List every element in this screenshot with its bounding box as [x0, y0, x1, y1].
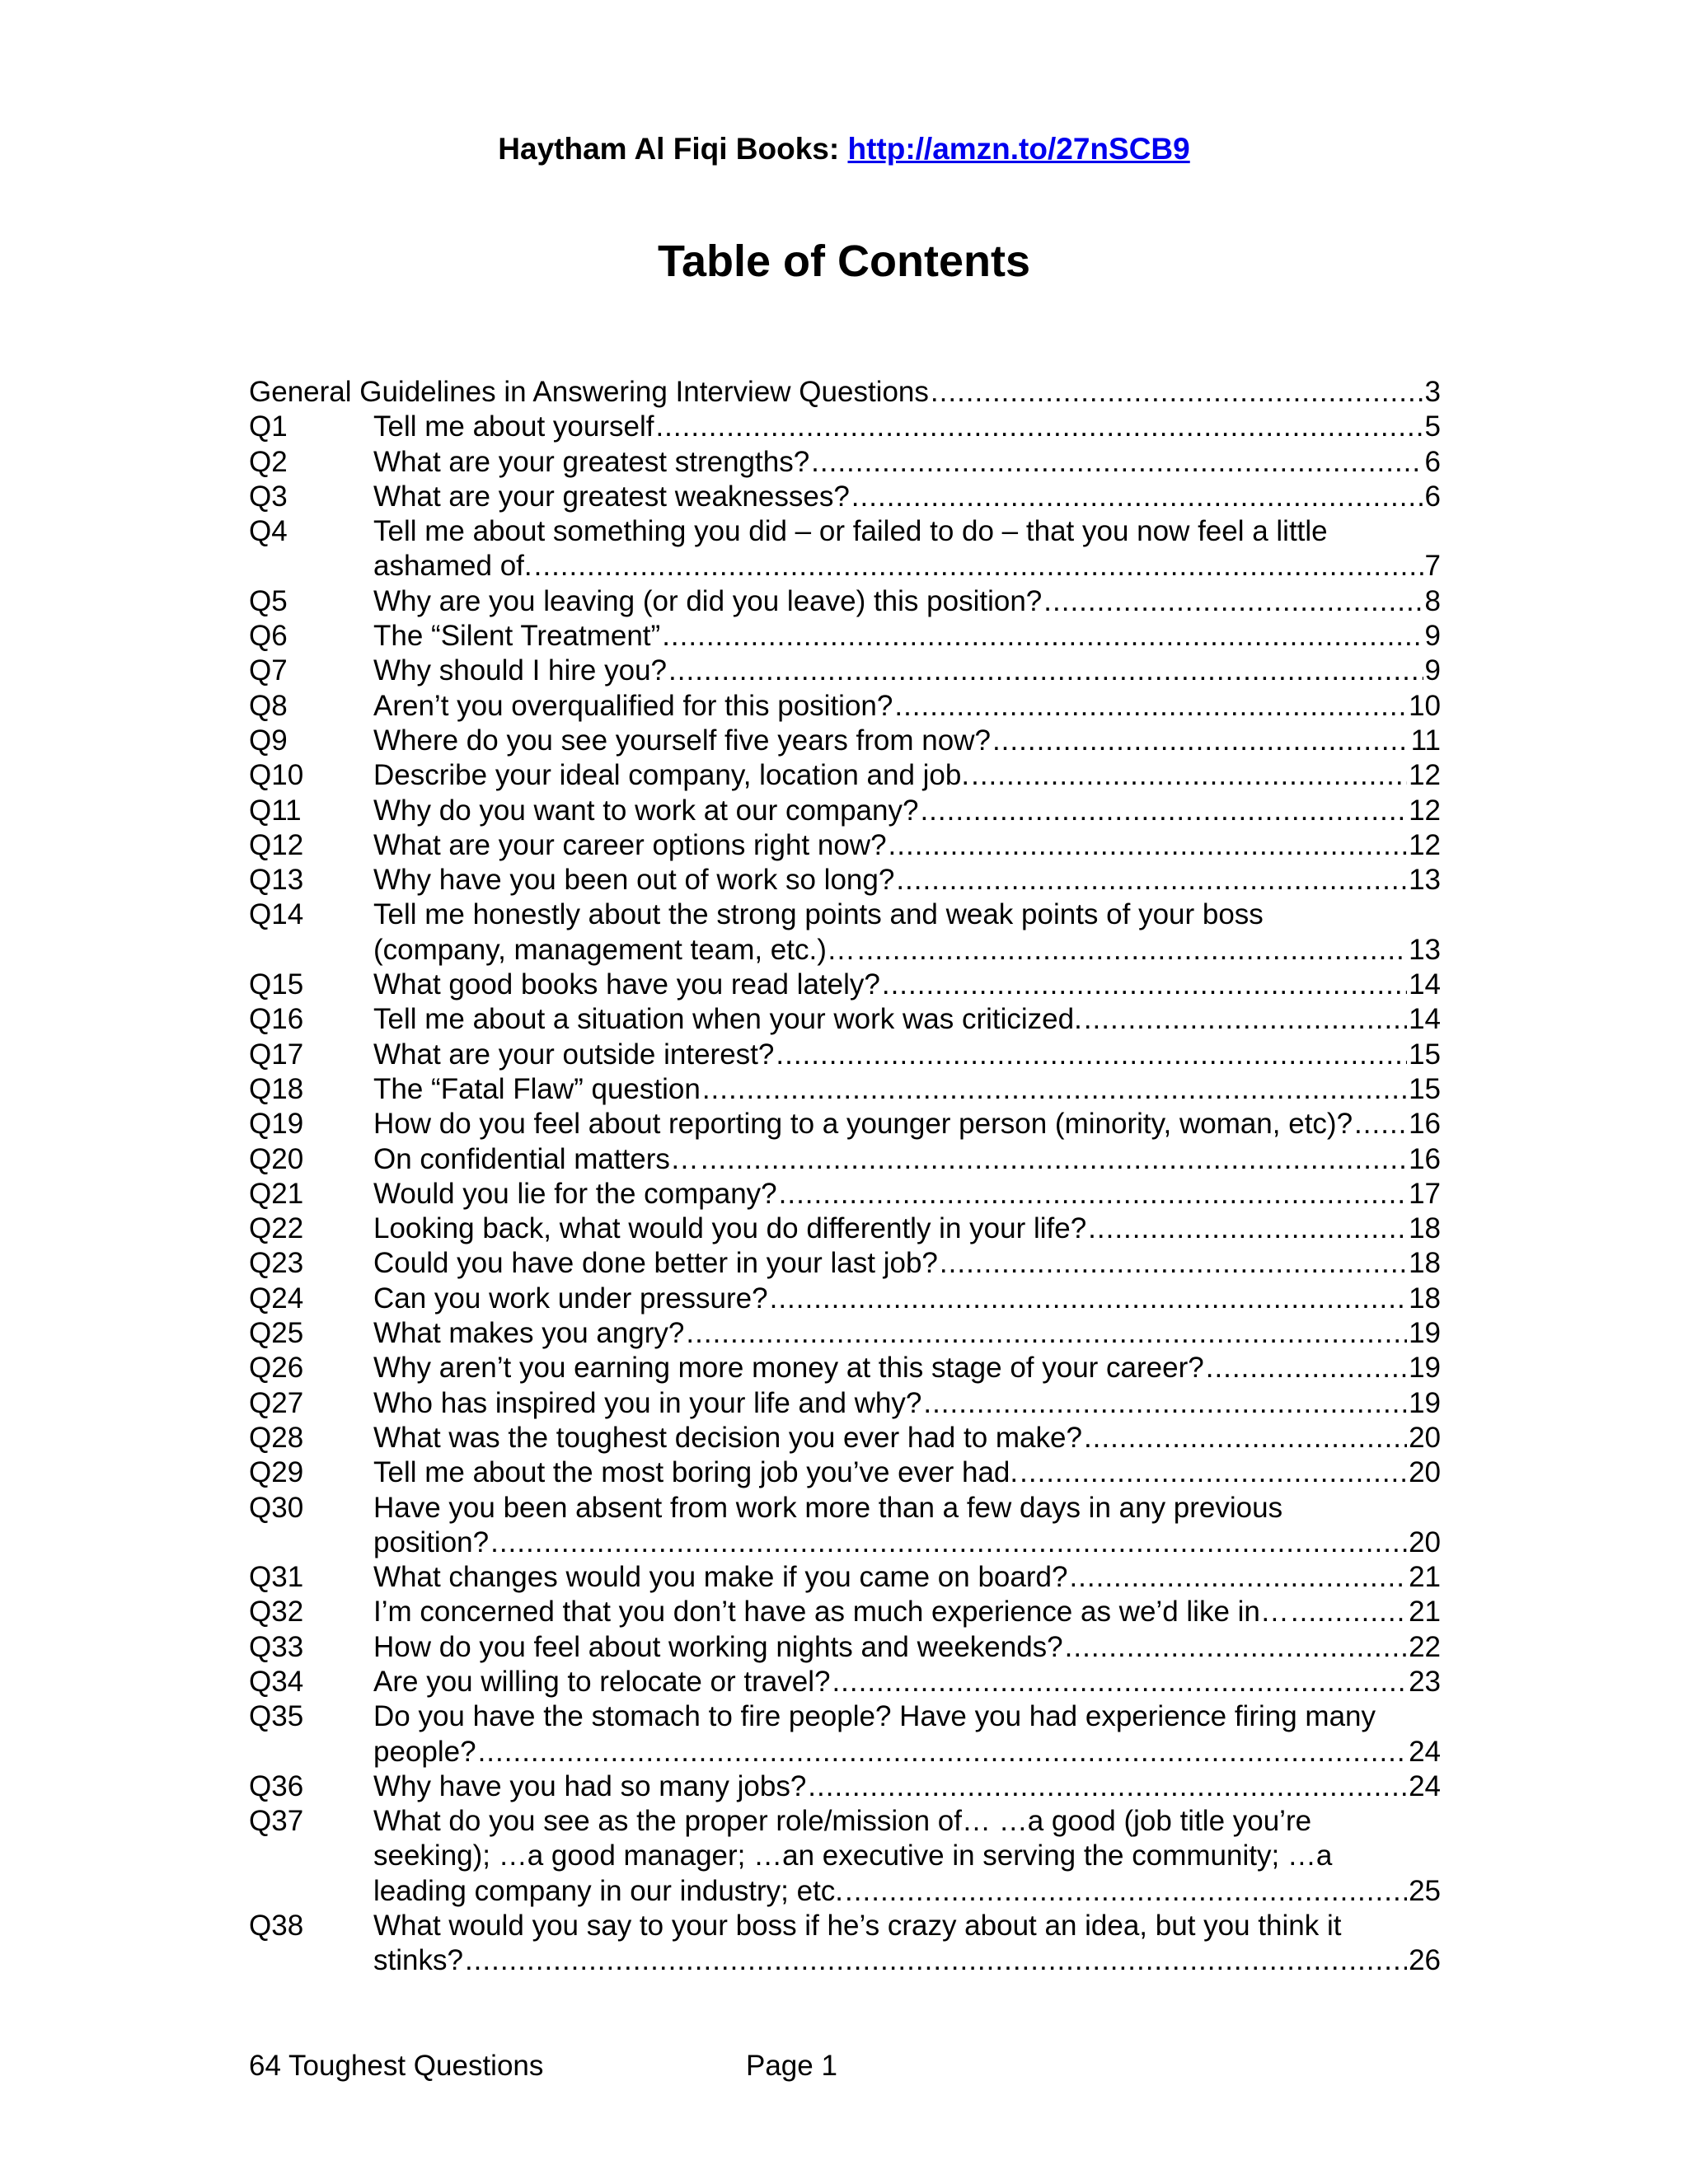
toc-question-number: Q26	[249, 1352, 304, 1385]
toc-entry[interactable]	[249, 863, 1441, 898]
toc-entry[interactable]	[249, 1386, 1441, 1421]
toc-question-number: Q9	[249, 724, 288, 757]
toc-question-number: Q12	[249, 828, 304, 861]
toc-entry-text: I’m concerned that you don’t have as much experience as we’d like in…	[373, 1596, 1289, 1629]
toc-entry-line	[373, 758, 1441, 793]
toc-dot-leader	[776, 1038, 1407, 1072]
toc-entry-text-lead: What would you say to your boss if he’s crazy about an idea, but you think it	[373, 1910, 1342, 1943]
page-header	[0, 130, 1688, 168]
toc-page-number: 20	[1409, 1526, 1441, 1558]
toc-page-number: 24	[1409, 1769, 1441, 1802]
toc-page-number: 19	[1409, 1386, 1441, 1419]
toc-page-number: 16	[1409, 1108, 1441, 1141]
toc-page-number: 18	[1409, 1247, 1441, 1280]
toc-dot-leader	[478, 1735, 1407, 1769]
toc-entry[interactable]	[249, 689, 1441, 724]
toc-dot-leader	[701, 1142, 1407, 1177]
toc-question-number: Q10	[249, 759, 304, 792]
toc-entry-text: Would you lie for the company?	[373, 1177, 777, 1210]
toc-entry[interactable]	[249, 1316, 1441, 1351]
toc-entry[interactable]	[249, 1909, 1441, 1979]
toc-entry-body	[373, 1177, 1441, 1212]
toc-entry-body	[373, 1909, 1441, 1979]
toc-dot-leader	[845, 1874, 1407, 1909]
toc-dot-leader	[971, 758, 1407, 793]
toc-entry[interactable]	[249, 898, 1441, 968]
toc-entry-body	[373, 1560, 1441, 1595]
toc-entry[interactable]	[249, 1212, 1441, 1246]
toc-question-number: Q1	[249, 410, 288, 443]
toc-page-number: 17	[1409, 1177, 1441, 1210]
toc-question-number: Q6	[249, 620, 288, 653]
toc-dot-leader	[779, 1177, 1407, 1212]
toc-entry-line	[373, 724, 1441, 758]
toc-entry-body	[373, 1072, 1441, 1107]
toc-entry-line	[373, 968, 1441, 1002]
toc-question-number: Q32	[249, 1596, 304, 1629]
toc-entry-body	[373, 1421, 1441, 1455]
toc-dot-leader	[662, 619, 1423, 654]
toc-entry[interactable]	[249, 654, 1441, 688]
toc-dot-leader	[808, 1769, 1407, 1804]
toc-entry-text: The “Fatal Flaw” question	[373, 1072, 701, 1105]
toc-entry[interactable]	[249, 1491, 1441, 1561]
toc-page-number: 15	[1409, 1072, 1441, 1105]
toc-entry-body	[373, 968, 1441, 1002]
toc-entry[interactable]	[249, 1595, 1441, 1629]
toc-question-number: Q14	[249, 898, 304, 931]
toc-entry-body	[249, 375, 1441, 410]
toc-entry-body	[373, 898, 1441, 968]
toc-question-number: Q28	[249, 1421, 304, 1454]
toc-question-number: Q15	[249, 968, 304, 1001]
toc-entry-body	[373, 410, 1441, 444]
toc-question-number: Q35	[249, 1700, 304, 1733]
toc-dot-leader	[465, 1943, 1407, 1978]
toc-dot-leader	[655, 410, 1423, 444]
toc-entry-text: General Guidelines in Answering Interview Questions	[249, 376, 929, 408]
table-of-contents	[249, 375, 1441, 1979]
toc-entry-line	[373, 1735, 1441, 1769]
toc-dot-leader	[490, 1526, 1407, 1560]
toc-dot-leader	[851, 480, 1423, 514]
toc-entry-text-lead: Do you have the stomach to fire people? Have you had experience firing many	[373, 1700, 1376, 1733]
toc-entry-line	[373, 410, 1441, 444]
toc-dot-leader	[832, 1665, 1407, 1699]
toc-entry-line	[373, 1943, 1441, 1978]
toc-entry-body	[373, 794, 1441, 828]
toc-dot-leader	[686, 1316, 1407, 1351]
toc-entry-line	[373, 1002, 1441, 1037]
toc-entry-text: Are you willing to relocate or travel?	[373, 1665, 831, 1698]
toc-entry[interactable]	[249, 1630, 1441, 1665]
toc-question-number: Q4	[249, 515, 288, 548]
toc-dot-leader	[896, 863, 1407, 898]
toc-entry-line	[373, 1072, 1441, 1107]
toc-page-number: 14	[1409, 1003, 1441, 1036]
toc-entry[interactable]	[249, 1351, 1441, 1385]
toc-entry-text: On confidential matters…	[373, 1142, 699, 1175]
toc-entry-text: Could you have done better in your last job?	[373, 1247, 938, 1280]
toc-entry-line	[373, 1526, 1441, 1560]
toc-entry-body	[373, 1246, 1441, 1281]
toc-question-number: Q18	[249, 1072, 304, 1105]
toc-entry-body	[373, 1386, 1441, 1421]
toc-entry-body	[373, 863, 1441, 898]
toc-entry-body	[373, 584, 1441, 619]
toc-entry-line	[373, 1386, 1441, 1421]
toc-page-number: 13	[1409, 933, 1441, 966]
toc-entry-line	[373, 1630, 1441, 1665]
toc-dot-leader	[923, 1386, 1407, 1421]
toc-entry-text-lead: What do you see as the proper role/mission of… …a good (job title you’re seeking); …a good manager; …an executive in serving the community; …a	[373, 1805, 1333, 1872]
toc-entry-body	[373, 1769, 1441, 1804]
toc-page-number: 13	[1409, 864, 1441, 897]
toc-entry[interactable]	[249, 1177, 1441, 1212]
toc-entry-text: ashamed of.	[373, 550, 532, 583]
toc-entry-line	[373, 933, 1441, 968]
toc-entry[interactable]	[249, 1282, 1441, 1316]
toc-question-number: Q3	[249, 480, 288, 513]
toc-question-number: Q33	[249, 1630, 304, 1663]
toc-question-number: Q2	[249, 445, 288, 478]
toc-page-number: 7	[1424, 550, 1441, 583]
toc-entry[interactable]	[249, 1769, 1441, 1804]
toc-entry[interactable]	[249, 1560, 1441, 1595]
toc-entry[interactable]	[249, 724, 1441, 758]
toc-entry-line	[373, 1351, 1441, 1385]
toc-entry-line	[373, 480, 1441, 514]
toc-page-number: 20	[1409, 1421, 1441, 1454]
toc-question-number: Q7	[249, 654, 288, 687]
toc-question-number: Q13	[249, 864, 304, 897]
page-title: Table of Contents	[658, 237, 1030, 286]
toc-question-number: Q31	[249, 1561, 304, 1594]
toc-entry-text-lead: Tell me honestly about the strong points and weak points of your boss	[373, 898, 1264, 931]
footer-page-number: Page 1	[746, 2050, 837, 2082]
toc-entry-text: (company, management team, etc.)…	[373, 933, 856, 966]
toc-entry-text: How do you feel about working nights and weekends?	[373, 1630, 1063, 1663]
toc-dot-leader	[889, 828, 1408, 863]
toc-entry-line	[373, 794, 1441, 828]
toc-entry-text-lead: Have you been absent from work more than a few days in any previous	[373, 1491, 1283, 1524]
toc-entry-line	[373, 1107, 1441, 1141]
toc-dot-leader	[1020, 1455, 1407, 1490]
footer-doc-title: 64 Toughest Questions	[249, 2050, 544, 2082]
toc-entry[interactable]	[249, 619, 1441, 654]
toc-entry-text: What was the toughest decision you ever had to make?	[373, 1421, 1082, 1454]
toc-entry-line	[373, 1560, 1441, 1595]
toc-page-number: 14	[1409, 968, 1441, 1001]
toc-entry-line	[373, 1282, 1441, 1316]
toc-entry-text: leading company in our industry; etc.	[373, 1874, 844, 1907]
toc-entry-text: What good books have you read lately?	[373, 968, 880, 1001]
toc-page-number: 3	[1424, 376, 1441, 408]
toc-page-number: 9	[1424, 654, 1441, 687]
toc-entry[interactable]	[249, 1804, 1441, 1909]
toc-entry-text: Can you work under pressure?	[373, 1282, 768, 1315]
toc-dot-leader	[1069, 1560, 1407, 1595]
toc-entry-text: position?	[373, 1526, 490, 1558]
toc-page-number: 26	[1409, 1944, 1441, 1977]
toc-question-number: Q19	[249, 1108, 304, 1141]
toc-entry-line	[373, 1038, 1441, 1072]
toc-entry-body	[373, 619, 1441, 654]
toc-entry-body	[373, 654, 1441, 688]
toc-entry-body	[373, 1038, 1441, 1072]
header-label: Haytham Al Fiqi Books:	[498, 132, 848, 166]
toc-dot-leader	[668, 654, 1423, 688]
toc-entry[interactable]	[249, 1142, 1441, 1177]
toc-entry-text: How do you feel about reporting to a younger person (minority, woman, etc)?	[373, 1108, 1353, 1141]
toc-page-number: 5	[1424, 410, 1441, 443]
toc-entry-text: Why have you been out of work so long?	[373, 864, 895, 897]
toc-dot-leader	[894, 689, 1407, 724]
toc-dot-leader	[702, 1072, 1407, 1107]
toc-entry-text: Why aren’t you earning more money at this stage of your career?	[373, 1352, 1204, 1385]
toc-entry-line	[373, 1874, 1441, 1909]
toc-entry-body	[373, 724, 1441, 758]
toc-entry[interactable]	[249, 1107, 1441, 1141]
toc-entry-body	[373, 1316, 1441, 1351]
toc-entry[interactable]	[249, 410, 1441, 444]
toc-entry-line	[249, 375, 1441, 410]
toc-entry[interactable]	[249, 375, 1441, 410]
toc-dot-leader	[534, 549, 1423, 583]
toc-dot-leader	[992, 724, 1409, 758]
toc-page-number: 22	[1409, 1630, 1441, 1663]
toc-dot-leader	[1088, 1212, 1407, 1246]
toc-entry-text: Tell me about the most boring job you’ve ever had.	[373, 1456, 1019, 1489]
toc-question-number: Q17	[249, 1038, 304, 1071]
toc-entry-body	[373, 689, 1441, 724]
toc-dot-leader	[920, 794, 1407, 828]
toc-entry-line	[373, 1455, 1441, 1490]
toc-entry-body	[373, 445, 1441, 480]
toc-entry[interactable]	[249, 794, 1441, 828]
toc-page-number: 12	[1409, 759, 1441, 792]
toc-page-number: 18	[1409, 1212, 1441, 1245]
toc-page-number: 12	[1409, 794, 1441, 827]
toc-page-number: 20	[1409, 1456, 1441, 1489]
toc-entry-text: What changes would you make if you came on board?	[373, 1561, 1068, 1594]
toc-question-number: Q37	[249, 1805, 304, 1838]
toc-question-number: Q29	[249, 1456, 304, 1489]
books-link[interactable]: http://amzn.to/27nSCB9	[847, 132, 1190, 166]
toc-page-number: 9	[1424, 620, 1441, 653]
toc-entry-body	[373, 1351, 1441, 1385]
toc-entry-body	[373, 828, 1441, 863]
toc-entry-text: What are your career options right now?	[373, 828, 887, 861]
toc-entry[interactable]	[249, 968, 1441, 1002]
toc-question-number: Q8	[249, 689, 288, 722]
toc-entry-line	[373, 863, 1441, 898]
toc-entry-line	[373, 689, 1441, 724]
toc-entry-line	[373, 1177, 1441, 1212]
toc-entry[interactable]	[249, 1421, 1441, 1455]
toc-entry-line	[373, 1316, 1441, 1351]
toc-dot-leader	[1084, 1002, 1407, 1037]
toc-entry-line	[373, 1595, 1441, 1629]
toc-question-number: Q27	[249, 1386, 304, 1419]
toc-entry-body	[373, 1002, 1441, 1037]
toc-question-number: Q24	[249, 1282, 304, 1315]
toc-dot-leader	[1291, 1595, 1407, 1629]
toc-dot-leader	[1206, 1351, 1407, 1385]
toc-entry-text: Why have you had so many jobs?	[373, 1769, 807, 1802]
toc-entry-text: What are your greatest strengths?	[373, 445, 810, 478]
toc-page-number: 15	[1409, 1038, 1441, 1071]
toc-question-number: Q23	[249, 1247, 304, 1280]
toc-dot-leader	[1084, 1421, 1407, 1455]
toc-page-number: 11	[1410, 724, 1441, 757]
toc-entry[interactable]	[249, 828, 1441, 863]
toc-entry-line	[373, 1142, 1441, 1177]
toc-entry-body	[373, 1282, 1441, 1316]
toc-entry[interactable]	[249, 1002, 1441, 1037]
toc-entry-body	[373, 1665, 1441, 1699]
toc-entry[interactable]	[249, 1038, 1441, 1072]
toc-entry-line	[373, 1421, 1441, 1455]
toc-entry-text: The “Silent Treatment”	[373, 620, 661, 653]
toc-dot-leader	[940, 1246, 1407, 1281]
toc-question-number: Q38	[249, 1910, 304, 1943]
toc-entry-text: Tell me about yourself	[373, 410, 654, 443]
toc-question-number: Q25	[249, 1317, 304, 1350]
toc-page-number: 23	[1409, 1665, 1441, 1698]
toc-page-number: 21	[1409, 1596, 1441, 1629]
toc-question-number: Q22	[249, 1212, 304, 1245]
toc-entry-body	[373, 1595, 1441, 1629]
toc-entry-text: Aren’t you overqualified for this position?	[373, 689, 893, 722]
toc-entry-line	[373, 619, 1441, 654]
toc-page-number: 6	[1424, 445, 1441, 478]
toc-entry[interactable]	[249, 1455, 1441, 1490]
toc-entry[interactable]	[249, 1699, 1441, 1769]
toc-page-number: 25	[1409, 1874, 1441, 1907]
toc-entry[interactable]	[249, 445, 1441, 480]
toc-entry-text: Where do you see yourself five years from now?	[373, 724, 991, 757]
toc-entry-text: What are your greatest weaknesses?	[373, 480, 850, 513]
toc-entry-line	[373, 1665, 1441, 1699]
toc-entry-text-lead: Tell me about something you did – or failed to do – that you now feel a little	[373, 515, 1328, 548]
toc-entry-line	[373, 549, 1441, 583]
toc-entry-line	[373, 654, 1441, 688]
toc-entry[interactable]	[249, 1072, 1441, 1107]
toc-entry[interactable]	[249, 1246, 1441, 1281]
toc-entry-line	[373, 1246, 1441, 1281]
toc-entry[interactable]	[249, 514, 1441, 584]
toc-entry-body	[373, 1491, 1441, 1561]
toc-entry-body	[373, 1455, 1441, 1490]
toc-entry-text: Why do you want to work at our company?	[373, 794, 919, 827]
toc-entry-body	[373, 1142, 1441, 1177]
toc-entry-line	[373, 445, 1441, 480]
toc-page-number: 19	[1409, 1317, 1441, 1350]
toc-page-number: 21	[1409, 1561, 1441, 1594]
toc-page-number: 6	[1424, 480, 1441, 513]
toc-entry-body	[373, 480, 1441, 514]
toc-question-number: Q30	[249, 1491, 304, 1524]
toc-page-number: 18	[1409, 1282, 1441, 1315]
toc-page-number: 16	[1409, 1142, 1441, 1175]
toc-dot-leader	[931, 375, 1423, 410]
toc-question-number: Q5	[249, 584, 288, 617]
toc-entry-body	[373, 1699, 1441, 1769]
toc-entry-body	[373, 1630, 1441, 1665]
toc-entry[interactable]	[249, 584, 1441, 619]
toc-question-number: Q11	[249, 794, 302, 827]
toc-dot-leader	[811, 445, 1423, 480]
toc-page-number: 10	[1409, 689, 1441, 722]
toc-dot-leader	[857, 933, 1407, 968]
toc-dot-leader	[1065, 1630, 1407, 1665]
toc-entry-line	[373, 584, 1441, 619]
toc-entry-body	[373, 758, 1441, 793]
toc-entry-text: Describe your ideal company, location and job.	[373, 759, 970, 792]
toc-question-number: Q36	[249, 1769, 304, 1802]
toc-entry-text: What are your outside interest?	[373, 1038, 775, 1071]
toc-question-number: Q34	[249, 1665, 304, 1698]
toc-entry-text: Why should I hire you?	[373, 654, 668, 687]
toc-dot-leader	[770, 1282, 1407, 1316]
toc-dot-leader	[1043, 584, 1423, 619]
toc-dot-leader	[882, 968, 1407, 1002]
toc-entry-text: Why are you leaving (or did you leave) this position?	[373, 584, 1043, 617]
toc-entry-text: people?	[373, 1735, 476, 1768]
toc-question-number: Q21	[249, 1177, 304, 1210]
toc-question-number: Q20	[249, 1142, 304, 1175]
toc-entry[interactable]	[249, 480, 1441, 514]
toc-entry-line	[373, 1769, 1441, 1804]
toc-entry-line	[373, 1212, 1441, 1246]
toc-entry-text: Who has inspired you in your life and why?	[373, 1386, 922, 1419]
toc-entry-line	[373, 828, 1441, 863]
toc-question-number: Q16	[249, 1003, 304, 1036]
toc-entry-body	[373, 1212, 1441, 1246]
toc-entry-text: What makes you angry?	[373, 1317, 685, 1350]
toc-entry-body	[373, 1804, 1441, 1909]
toc-entry-body	[373, 514, 1441, 584]
toc-entry-text: Looking back, what would you do differently in your life?	[373, 1212, 1087, 1245]
toc-entry[interactable]	[249, 758, 1441, 793]
toc-entry[interactable]	[249, 1665, 1441, 1699]
toc-entry-text: Tell me about a situation when your work was criticized.	[373, 1003, 1082, 1036]
toc-page-number: 24	[1409, 1735, 1441, 1768]
toc-entry-text: stinks?	[373, 1944, 463, 1977]
toc-entry-body	[373, 1107, 1441, 1141]
toc-page-number: 12	[1409, 828, 1441, 861]
toc-dot-leader	[1354, 1107, 1407, 1141]
toc-page-number: 8	[1424, 584, 1441, 617]
toc-page-number: 19	[1409, 1352, 1441, 1385]
